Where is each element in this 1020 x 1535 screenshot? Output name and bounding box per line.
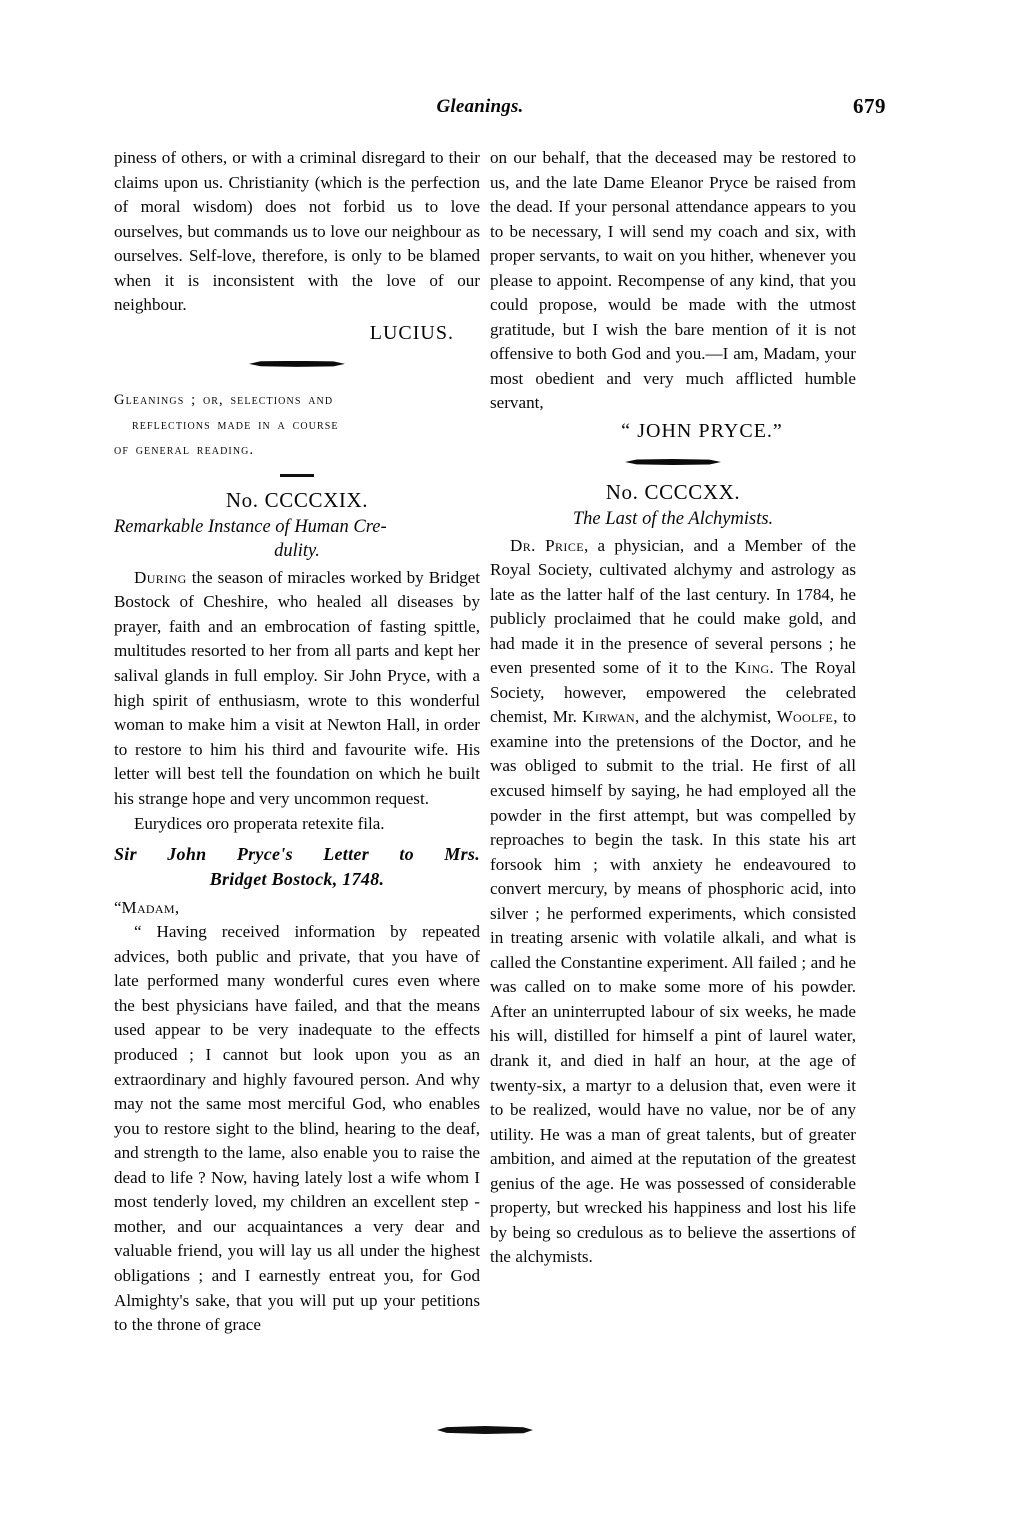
body-part-2: . The Royal Society, however, empowered the celebrated chemist, Mr. — [490, 658, 856, 727]
signature-lucius: LUCIUS. — [369, 321, 454, 344]
column-right — [490, 146, 856, 1270]
body-part-4: , to examine into the pretensions of the Doctor, and he was obliged to submit to the trial. He first of all excused himself by saying, he had employed all the powder in the first attempt, but was compelled by reproaches to begin the task. In this state his art forsook him ; with anxiety he endeavoured to convert mercury, by means of phosphoric acid, into silver ; he performed experiments, which consisted in treating arsenic with volatile alkali, and what is called the Constantine experiment. All failed ; and he was called on to make some more of his powder. After an uninterrupted labour of six weeks, he made his will, distilled for himself a pint of laurel water, drank it, and died in half an hour, at the age of twenty-six, a martyr to a delusion that, even were it to be realized, would have no value, nor be of any utility. He was a man of great talents, but of greater ambition, and aimed at the reputation of the greatest genius of the age. He was possessed of considerable property, but wrecked his happiness and lost his life by being so credulous as to believe the assertions of the alchymists. — [490, 707, 857, 1267]
small-caps-madam: Madam, — [121, 898, 180, 918]
article-title-419 — [114, 515, 480, 564]
small-caps-dr: Dr. — [510, 535, 536, 555]
paragraph-during — [114, 566, 480, 811]
running-head — [116, 94, 886, 122]
article-number-419: No. CCCCXIX. — [225, 487, 369, 512]
paragraph-during-rest: the season of miracles worked by Bridget Bostock of Cheshire, who healed all diseases by prayer, faith and an embrocation of fasting spittle, multitudes resorted to her from all parts and kept her salival glands in full employ. Sir John Pryce, with a high spirit of enthusiasm, wrote to this wonderful woman to make him a visit at Newton Hall, in order to restore to him his third and favourite wife. His letter will best tell the foundation on which he built his strange hope and very uncommon request. — [114, 567, 480, 808]
article-title-line-1: Remarkable Instance of Human Cre- — [114, 516, 387, 537]
article-number-420: No. CCCCXX. — [605, 480, 741, 505]
latin-quotation: Eurydices oro properata retexite fila. — [134, 814, 385, 834]
series-heading-line-1: Gleanings ; or, selections and — [114, 391, 334, 408]
small-caps-price: Price — [545, 535, 584, 555]
column-left — [114, 146, 480, 1338]
body-part-3: , and the alchymist, — [634, 707, 777, 727]
letter-heading-line-2: Bridget Bostock, 1748. — [209, 868, 385, 889]
letter-heading — [114, 842, 480, 891]
paragraph-dr-price — [490, 534, 856, 1270]
ornament-divider-icon — [114, 352, 480, 374]
running-head-title: Gleanings. — [436, 96, 524, 117]
series-heading-line-2: reflections made in a course — [132, 416, 339, 433]
article-title-line-2: dulity. — [274, 541, 320, 562]
page-number: 679 — [853, 94, 886, 118]
letter-heading-line-1: Sir John Pryce's Letter to Mrs. — [114, 844, 480, 865]
letter-body-right: on our behalf, that the deceased may be restored to us, and the late Dame Eleanor Pryce be raised from the dead. If your personal attendance appears to you to be necessary, I will send my coach and six, with proper servants, to wait on you hither, whenever you please to appoint. Recompense of any kind, that you could propose, would be made with the utmost gratitude, but I wish the bare mention of it is not offensive to both God and you.—I am, Madam, your most obedient and very much afflicted humble servant, — [490, 148, 856, 413]
ornament-bottom-icon — [0, 1418, 1020, 1442]
salutation-open-quote: “ — [114, 898, 122, 918]
small-caps-king: King — [734, 658, 770, 678]
small-caps-kirwan: Kirwan — [582, 707, 635, 727]
signature-john-pryce: “ JOHN PRYCE.” — [621, 420, 783, 443]
body-part-1: , a physician, and a Member of the Royal Society, cultivated alchymy and astrology as late as the latter half of the last century. In 1784, he publicly proclaimed that he could make gold, and had made it in the presence of several persons ; he even presented some of it to the — [490, 535, 856, 678]
short-rule-divider-icon — [114, 466, 480, 484]
letter-salutation — [114, 895, 480, 920]
article-title-420: The Last of the Alchymists. — [572, 509, 774, 530]
paragraph-continued: piness of others, or with a criminal disregard to their claims upon us. Christianity (which is the perfection of moral wisdom) does not forbid us to love ourselves, but commands us to love our neighbour as ourselves. Self-love, therefore, is only to be blamed when it is inconsistent with the love of our neighbour. — [114, 148, 480, 315]
ornament-divider-icon-2 — [490, 450, 856, 472]
series-heading — [114, 388, 480, 463]
series-heading-line-3: of general reading. — [114, 441, 255, 458]
small-caps-woolfe: Woolfe — [776, 707, 834, 727]
letter-body-left: “ Having received information by repeated advices, both public and private, that you have of late performed many wonderful cures even where the best physicians have failed, and that the means used appear to be very inadequate to the effects produced ; I cannot but look upon you as an extraordinary and highly favoured person. And why may not the same most merciful God, who enables you to restore sight to the blind, hearing to the deaf, and strength to the lame, also enable you to raise the dead to life ? Now, having lately lost a wife whom I most tenderly loved, my children an excellent step - mother, and our acquaintances a very dear and valuable friend, you will lay us all under the highest obligations ; and I earnestly entreat you, for God Almighty's sake, that you will put up your petitions to the throne of grace — [114, 922, 480, 1335]
small-caps-during: During — [134, 567, 187, 587]
